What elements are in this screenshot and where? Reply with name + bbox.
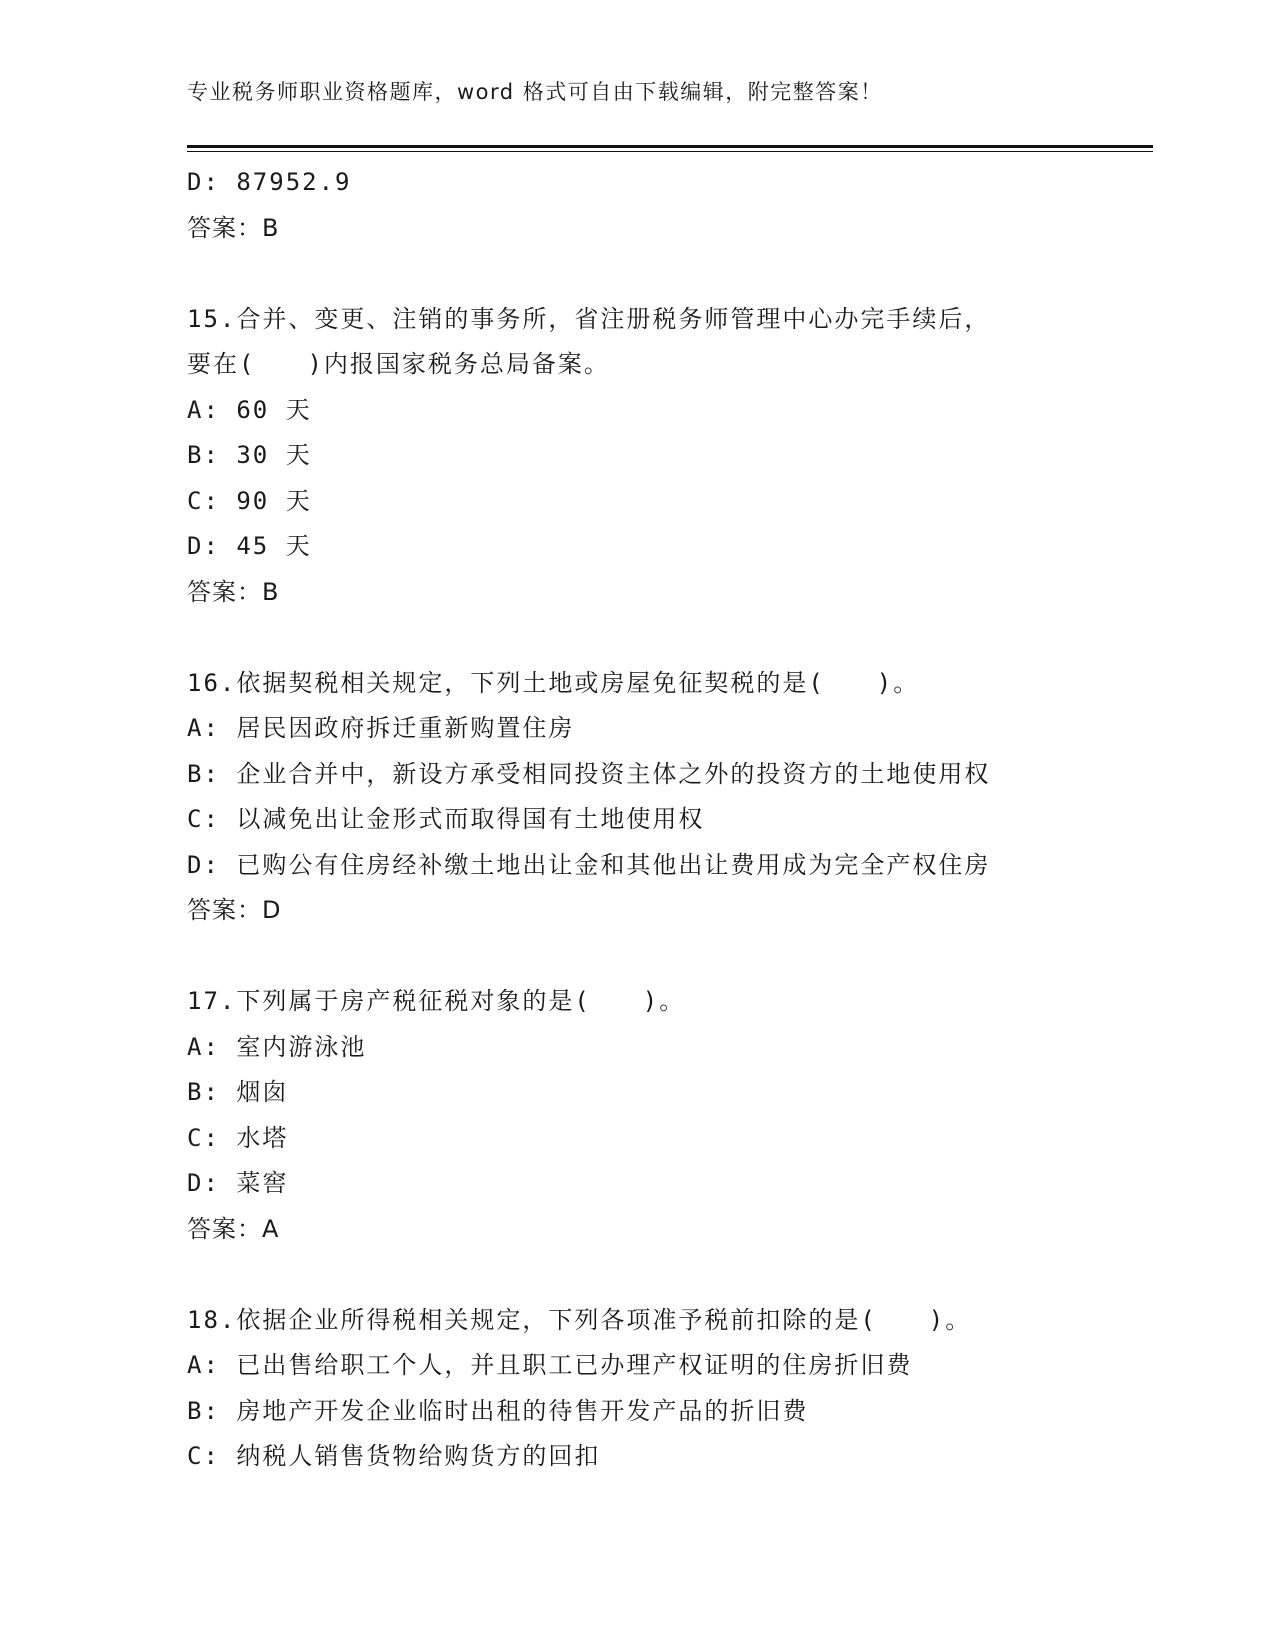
option-b: B: 烟囱 (187, 1078, 289, 1106)
question-stem: 15.合并、变更、注销的事务所，省注册税务师管理中心办完手续后， (187, 304, 991, 333)
option-b: B: 房地产开发企业临时出租的待售开发产品的折旧费 (187, 1396, 809, 1425)
answer: 答案：A (187, 1214, 280, 1243)
question-16 (187, 661, 1087, 934)
option-a: A: 室内游泳池 (187, 1032, 367, 1061)
option-b: B: 30 天 (187, 441, 312, 469)
option-a: A: 已出售给职工个人，并且职工已办理产权证明的住房折旧费 (187, 1351, 913, 1379)
prev-option-d: D: 87952.9 (187, 168, 352, 196)
question-stem: 17.下列属于房产税征税对象的是( )。 (187, 987, 686, 1015)
question-stem: 要在( )内报国家税务总局备案。 (187, 350, 610, 378)
option-c: C: 以减免出让金形式而取得国有土地使用权 (187, 805, 705, 833)
header-divider-thick (187, 145, 1153, 148)
question-15 (187, 297, 1087, 616)
option-a: A: 60 天 (187, 395, 312, 424)
header-banner: 专业税务师职业资格题库，word 格式可自由下载编辑，附完整答案！ (187, 80, 883, 104)
option-a: A: 居民因政府拆迁重新购置住房 (187, 714, 575, 742)
question-17 (187, 979, 1087, 1252)
answer: 答案：D (187, 896, 282, 924)
answer: 答案：B (187, 577, 280, 606)
option-d: D: 菜窖 (187, 1169, 289, 1197)
option-d: D: 45 天 (187, 532, 312, 560)
option-c: C: 纳税人销售货物给购货方的回扣 (187, 1442, 601, 1470)
header-divider-thin (187, 151, 1153, 152)
option-c: C: 90 天 (187, 486, 312, 515)
question-18 (187, 1298, 1087, 1480)
option-c: C: 水塔 (187, 1123, 289, 1152)
option-b: B: 企业合并中，新设方承受相同投资主体之外的投资方的土地使用权 (187, 759, 991, 788)
option-d: D: 已购公有住房经补缴土地出让金和其他出让费用成为完全产权住房 (187, 850, 991, 879)
question-content (187, 160, 1087, 1480)
question-stem: 18.依据企业所得税相关规定，下列各项准予税前扣除的是( )。 (187, 1305, 972, 1334)
question-stem: 16.依据契税相关规定，下列土地或房屋免征契税的是( )。 (187, 668, 920, 697)
prev-answer: 答案：B (187, 213, 280, 242)
